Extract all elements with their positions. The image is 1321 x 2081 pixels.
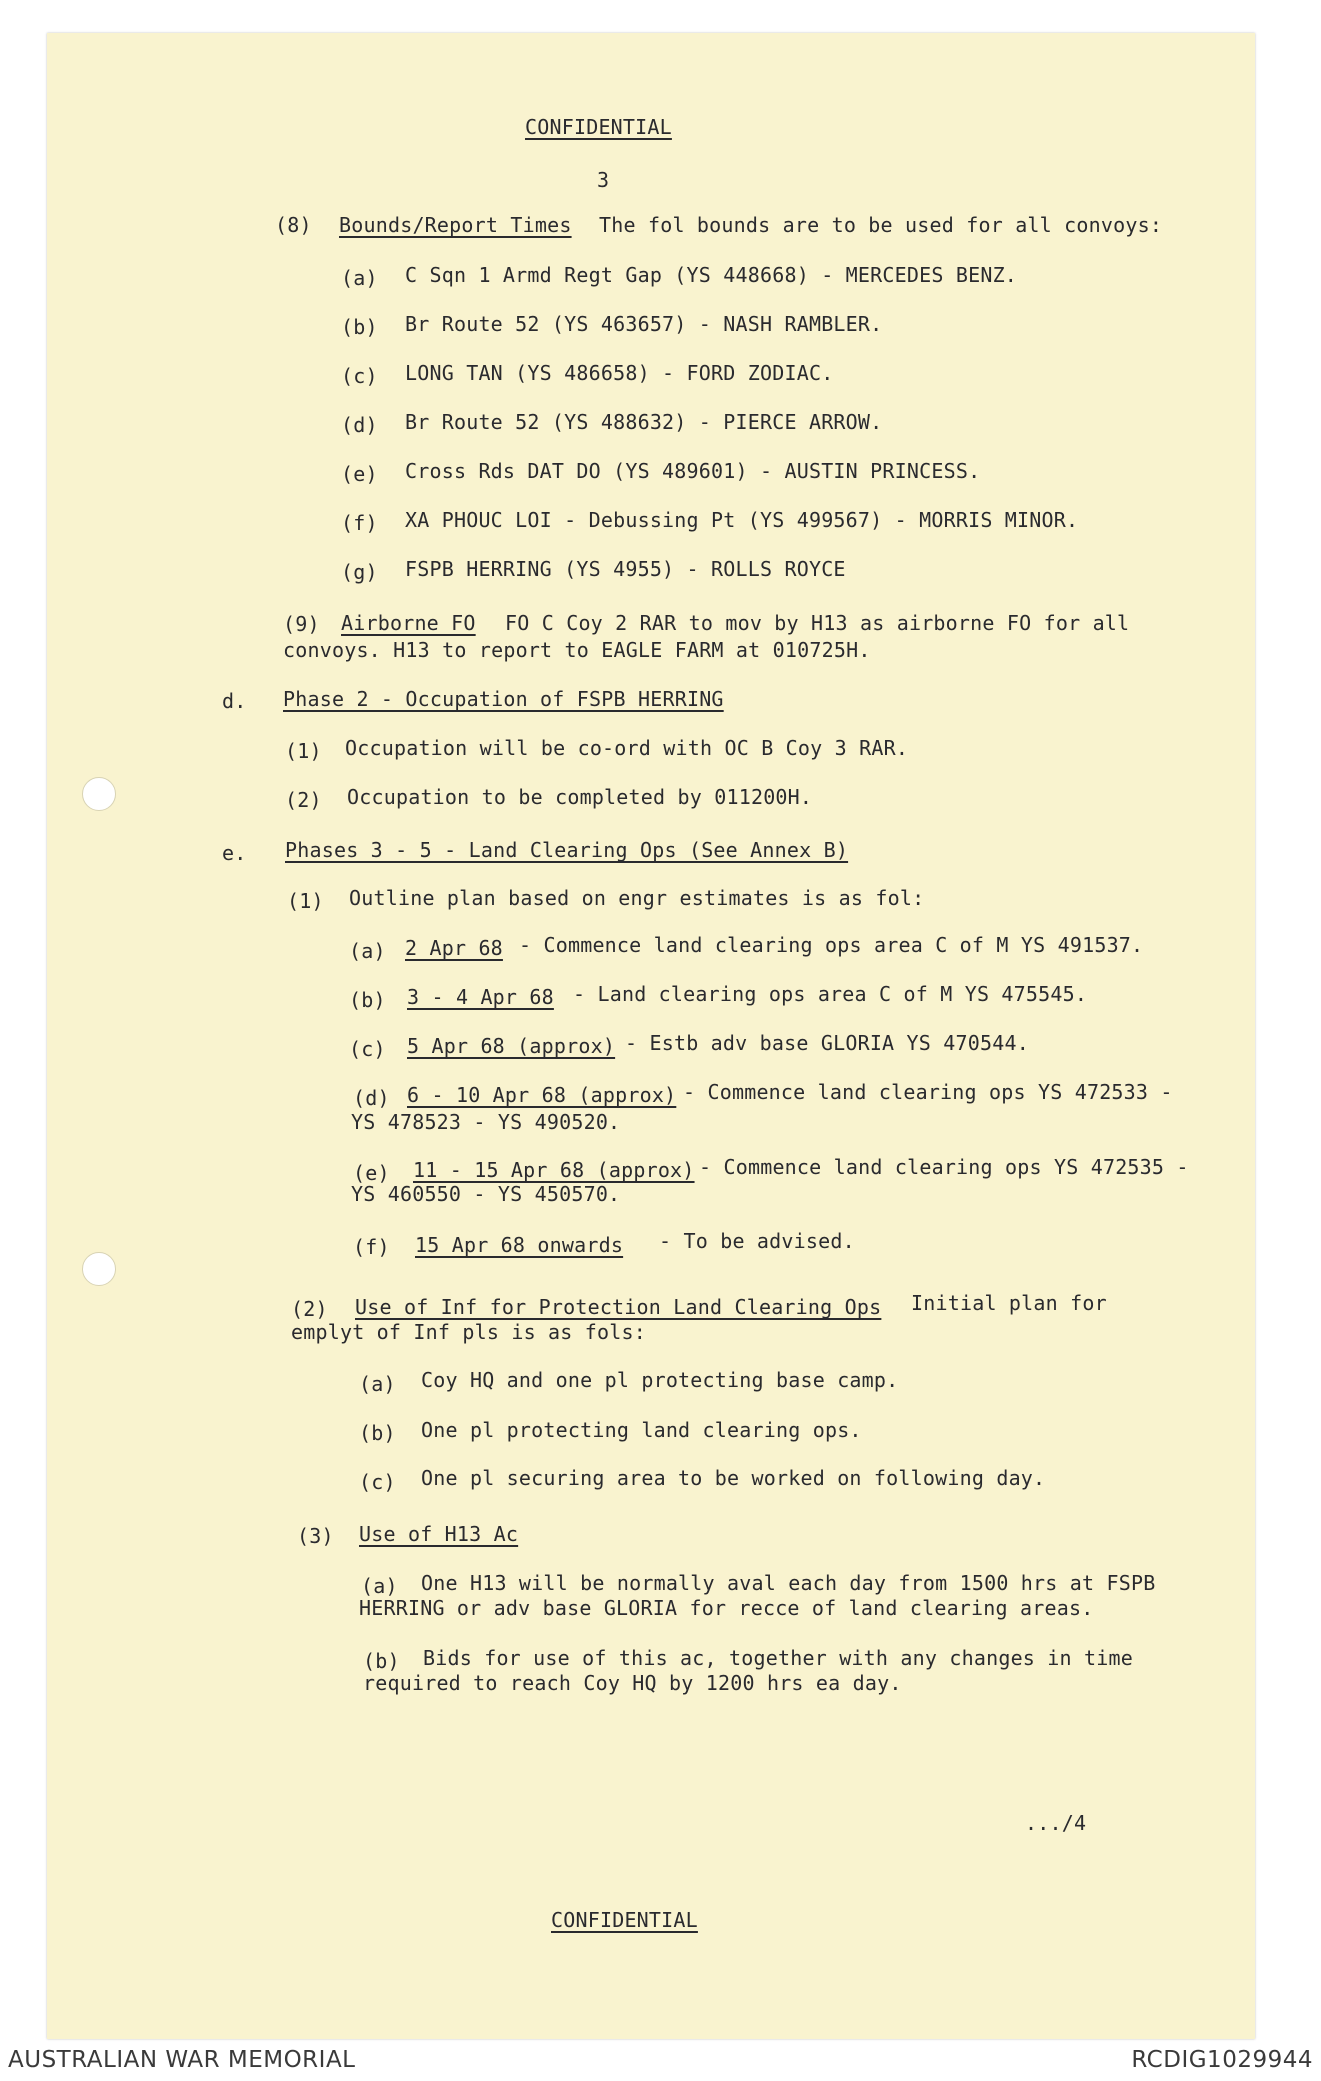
paragraph-e-title: Phases 3 - 5 - Land Clearing Ops (See Annex B): [285, 838, 849, 862]
h13-item-label: (a): [361, 1574, 398, 1598]
h13-item-text: Bids for use of this ac, together with any changes in time: [423, 1646, 1133, 1670]
inf-item-text: One pl protecting land clearing ops.: [421, 1418, 862, 1442]
h13-use-title: Use of H13 Ac: [359, 1522, 519, 1546]
schedule-item-date: 3 - 4 Apr 68: [407, 985, 554, 1009]
outline-plan-text: Outline plan based on engr estimates is as fol:: [349, 886, 925, 910]
bound-item-label: (f): [341, 511, 378, 535]
schedule-item-date: 6 - 10 Apr 68 (approx): [407, 1083, 677, 1107]
schedule-item-date: 2 Apr 68: [405, 936, 503, 960]
bound-item-label: (c): [341, 364, 378, 388]
paragraph-d-title: Phase 2 - Occupation of FSPB HERRING: [283, 687, 724, 711]
bound-item-label: (b): [341, 315, 378, 339]
schedule-item-text: - Commence land clearing ops YS 472533 -: [683, 1080, 1173, 1104]
schedule-item-text: - Commence land clearing ops area C of M YS 491537.: [519, 933, 1144, 957]
bound-item-label: (d): [341, 413, 378, 437]
inf-use-label: (2): [291, 1297, 328, 1321]
phase2-item-text: Occupation will be co-ord with OC B Coy 3 RAR.: [345, 736, 909, 760]
section-9-number: (9): [283, 612, 320, 636]
h13-item-line2: HERRING or adv base GLORIA for recce of land clearing areas.: [359, 1596, 1094, 1620]
archive-name: AUSTRALIAN WAR MEMORIAL: [8, 2047, 356, 2073]
bound-item-label: (e): [341, 462, 378, 486]
schedule-item-line2: YS 478523 - YS 490520.: [351, 1110, 621, 1134]
paragraph-e-label: e.: [222, 841, 247, 865]
schedule-item-label: (b): [349, 988, 386, 1012]
phase2-item-label: (2): [285, 788, 322, 812]
header-classification: CONFIDENTIAL: [525, 115, 672, 139]
inf-item-label: (b): [359, 1421, 396, 1445]
h13-item-label: (b): [363, 1649, 400, 1673]
schedule-item-text: - Commence land clearing ops YS 472535 -: [699, 1155, 1189, 1179]
schedule-item-label: (a): [349, 939, 386, 963]
schedule-item-text: - To be advised.: [659, 1229, 855, 1253]
schedule-item-date: 11 - 15 Apr 68 (approx): [413, 1158, 695, 1182]
schedule-item-date: 15 Apr 68 onwards: [415, 1233, 624, 1257]
bound-item-text: FSPB HERRING (YS 4955) - ROLLS ROYCE: [405, 557, 846, 581]
inf-use-text: Initial plan for: [911, 1291, 1107, 1315]
page-number: 3: [597, 168, 610, 192]
bound-item-label: (g): [341, 560, 378, 584]
inf-item-label: (a): [359, 1372, 396, 1396]
inf-use-line2: emplyt of Inf pls is as fols:: [291, 1320, 646, 1344]
continuation-marker: .../4: [1025, 1811, 1087, 1835]
schedule-item-label: (f): [353, 1235, 390, 1259]
phase2-item-text: Occupation to be completed by 011200H.: [347, 785, 813, 809]
inf-item-text: Coy HQ and one pl protecting base camp.: [421, 1368, 899, 1392]
bound-item-text: Cross Rds DAT DO (YS 489601) - AUSTIN PRINCESS.: [405, 459, 981, 483]
phase2-item-label: (1): [285, 739, 322, 763]
bound-item-text: XA PHOUC LOI - Debussing Pt (YS 499567) - MORRIS MINOR.: [405, 508, 1079, 532]
bound-item-label: (a): [341, 266, 378, 290]
bound-item-text: Br Route 52 (YS 463657) - NASH RAMBLER.: [405, 312, 883, 336]
outline-plan-label: (1): [287, 889, 324, 913]
schedule-item-line2: YS 460550 - YS 450570.: [351, 1182, 621, 1206]
archive-reference: RCDIG1029944: [1131, 2047, 1313, 2073]
paragraph-d-label: d.: [222, 689, 247, 713]
footer-classification: CONFIDENTIAL: [551, 1908, 698, 1932]
schedule-item-label: (e): [353, 1161, 390, 1185]
punch-hole-bottom: [82, 1252, 116, 1286]
schedule-item-label: (c): [349, 1037, 386, 1061]
inf-item-text: One pl securing area to be worked on following day.: [421, 1466, 1046, 1490]
punch-hole-top: [82, 777, 116, 811]
bound-item-text: Br Route 52 (YS 488632) - PIERCE ARROW.: [405, 410, 883, 434]
section-9-title: Airborne FO: [341, 611, 476, 635]
document-page: [47, 33, 1255, 2039]
schedule-item-text: - Estb adv base GLORIA YS 470544.: [625, 1031, 1029, 1055]
h13-use-label: (3): [297, 1524, 334, 1548]
section-8-title: Bounds/Report Times: [339, 213, 572, 237]
section-9-text: FO C Coy 2 RAR to mov by H13 as airborne FO for all: [505, 611, 1130, 635]
bound-item-text: LONG TAN (YS 486658) - FORD ZODIAC.: [405, 361, 834, 385]
inf-use-title: Use of Inf for Protection Land Clearing Ops: [355, 1295, 882, 1319]
schedule-item-date: 5 Apr 68 (approx): [407, 1034, 616, 1058]
section-8-text: The fol bounds are to be used for all convoys:: [599, 213, 1163, 237]
h13-item-line2: required to reach Coy HQ by 1200 hrs ea day.: [363, 1671, 902, 1695]
section-9-line2: convoys. H13 to report to EAGLE FARM at 010725H.: [283, 638, 871, 662]
h13-item-text: One H13 will be normally aval each day from 1500 hrs at FSPB: [421, 1571, 1156, 1595]
schedule-item-text: - Land clearing ops area C of M YS 475545.: [573, 982, 1088, 1006]
inf-item-label: (c): [359, 1470, 396, 1494]
schedule-item-label: (d): [353, 1086, 390, 1110]
bound-item-text: C Sqn 1 Armd Regt Gap (YS 448668) - MERCEDES BENZ.: [405, 263, 1018, 287]
section-8-number: (8): [275, 213, 312, 237]
